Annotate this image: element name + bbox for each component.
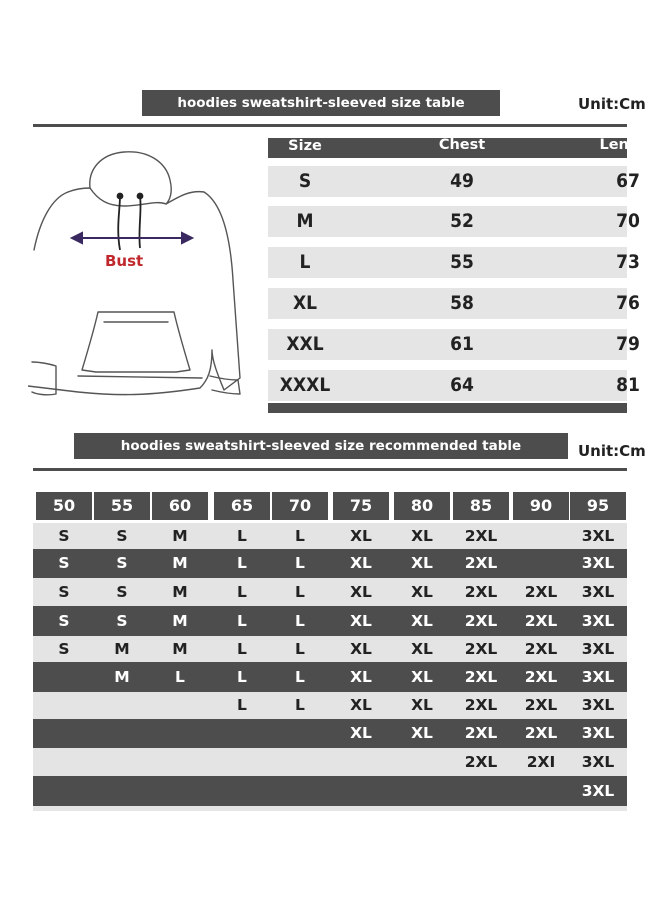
chest-cell: 49 <box>450 170 474 192</box>
recommended-header-cell: 65 <box>214 492 270 520</box>
recommended-row <box>33 549 627 578</box>
recommended-cell: L <box>295 612 305 630</box>
recommended-header-cell: 95 <box>570 492 626 520</box>
recommended-cell: L <box>295 527 305 545</box>
recommended-cell: 2XL <box>464 753 498 771</box>
recommended-cell: XL <box>350 583 372 601</box>
size-cell: L <box>299 251 311 273</box>
length-cell: 70 <box>616 210 640 232</box>
recommended-cell: 2XL <box>524 640 558 658</box>
recommended-cell: 2XL <box>464 696 498 714</box>
recommended-row <box>33 606 627 636</box>
size-table-header-length: Length <box>599 137 657 153</box>
length-cell: 73 <box>616 251 640 273</box>
recommended-cell: 3XL <box>581 782 615 800</box>
length-cell: 81 <box>616 374 640 396</box>
length-cell: 67 <box>616 170 640 192</box>
recommended-cell: M <box>172 612 188 630</box>
recommended-row <box>33 748 627 776</box>
recommended-cell: 2XL <box>464 527 498 545</box>
chest-cell: 55 <box>450 251 474 273</box>
hoodie-drawstrings <box>118 194 143 251</box>
recommended-cell: XL <box>411 612 433 630</box>
recommended-cell: M <box>114 668 130 686</box>
recommended-cell: M <box>114 640 130 658</box>
recommended-cell: XL <box>411 527 433 545</box>
recommended-cell: XL <box>350 668 372 686</box>
recommended-cell: 3XL <box>581 668 615 686</box>
recommended-cell: 2XL <box>464 668 498 686</box>
recommended-row <box>33 662 627 692</box>
size-cell: XL <box>292 292 318 314</box>
recommended-row <box>33 692 627 719</box>
recommended-table-divider <box>33 468 627 471</box>
size-table-unit: Unit:Cm <box>578 95 646 113</box>
hoodie-body <box>28 188 240 395</box>
recommended-cell: 2XL <box>464 554 498 572</box>
length-cell: 79 <box>616 333 640 355</box>
recommended-cell: XL <box>411 668 433 686</box>
size-table-row <box>268 166 640 197</box>
recommended-cell: M <box>172 554 188 572</box>
hoodie-pocket <box>82 312 190 372</box>
size-table-header-chest: Chest <box>438 137 486 153</box>
recommended-header-cell: 90 <box>513 492 569 520</box>
recommended-row <box>33 776 627 806</box>
recommended-cell: XL <box>411 724 433 742</box>
size-table-header-size: Size <box>288 138 322 154</box>
recommended-cell: S <box>58 554 70 572</box>
recommended-cell: 2XL <box>524 668 558 686</box>
recommended-cell: 2XL <box>524 724 558 742</box>
bust-measure-arrow <box>72 233 192 243</box>
recommended-table-unit: Unit:Cm <box>578 442 646 460</box>
recommended-cell: 3XL <box>581 640 615 658</box>
size-table-divider <box>33 124 627 127</box>
recommended-cell: 2XL <box>464 612 498 630</box>
recommended-cell: S <box>116 612 128 630</box>
recommended-cell: 2XL <box>464 583 498 601</box>
recommended-header-cell: 85 <box>453 492 509 520</box>
recommended-header-cell: 60 <box>152 492 208 520</box>
recommended-row <box>33 636 627 662</box>
hoodie-diagram <box>28 140 243 405</box>
recommended-cell: L <box>237 583 247 601</box>
hoodie-left-cuff <box>32 362 56 395</box>
recommended-cell: XL <box>350 612 372 630</box>
recommended-cell: M <box>172 583 188 601</box>
recommended-cell: M <box>172 527 188 545</box>
recommended-cell: L <box>295 554 305 572</box>
size-cell: M <box>296 210 314 232</box>
recommended-header-cell: 70 <box>272 492 328 520</box>
recommended-cell: S <box>116 583 128 601</box>
recommended-header-cell: 75 <box>333 492 389 520</box>
recommended-cell: S <box>58 640 70 658</box>
recommended-cell: XL <box>350 527 372 545</box>
hoodie-hood <box>90 152 171 204</box>
recommended-cell: L <box>237 612 247 630</box>
size-cell: XXL <box>286 333 324 355</box>
recommended-cell: L <box>295 668 305 686</box>
recommended-cell: 2XL <box>524 583 558 601</box>
recommended-cell: 2XL <box>464 724 498 742</box>
chest-cell: 61 <box>450 333 474 355</box>
recommended-cell: XL <box>411 640 433 658</box>
recommended-cell: L <box>237 527 247 545</box>
hoodie-right-cuff <box>210 376 240 394</box>
recommended-cell: XL <box>350 554 372 572</box>
recommended-table-bottom-band <box>33 806 627 811</box>
recommended-cell: S <box>58 527 70 545</box>
recommended-cell: S <box>116 554 128 572</box>
recommended-cell: XL <box>411 583 433 601</box>
recommended-cell: 2XL <box>464 640 498 658</box>
size-cell: XXXL <box>279 374 331 396</box>
recommended-cell: 3XL <box>581 696 615 714</box>
recommended-cell: L <box>175 668 185 686</box>
recommended-header-cell: 50 <box>36 492 92 520</box>
recommended-header-cell: 55 <box>94 492 150 520</box>
recommended-cell: XL <box>350 640 372 658</box>
size-table-row <box>268 329 640 360</box>
recommended-cell: XL <box>350 696 372 714</box>
recommended-cell: S <box>58 612 70 630</box>
recommended-cell: L <box>295 640 305 658</box>
chest-cell: 58 <box>450 292 474 314</box>
recommended-cell: L <box>237 554 247 572</box>
recommended-row <box>33 719 627 748</box>
recommended-cell: XL <box>350 724 372 742</box>
size-table-header <box>268 137 657 158</box>
size-table-row <box>268 247 640 278</box>
recommended-cell: 3XL <box>581 753 615 771</box>
recommended-cell: 3XL <box>581 583 615 601</box>
recommended-cell: XL <box>411 696 433 714</box>
chest-cell: 64 <box>450 374 474 396</box>
length-cell: 76 <box>616 292 640 314</box>
recommended-cell: 3XL <box>581 527 615 545</box>
recommended-header-cell: 80 <box>394 492 450 520</box>
size-table-footer-band <box>268 403 627 413</box>
recommended-cell: 2XI <box>526 753 556 771</box>
recommended-cell: L <box>237 668 247 686</box>
recommended-cell: 3XL <box>581 612 615 630</box>
recommended-cell: L <box>295 696 305 714</box>
recommended-cell: L <box>237 696 247 714</box>
recommended-table-title: hoodies sweatshirt-sleeved size recommended table <box>74 433 568 459</box>
recommended-cell: L <box>237 640 247 658</box>
recommended-cell: 3XL <box>581 724 615 742</box>
bust-label: Bust <box>105 252 144 270</box>
recommended-cell: M <box>172 640 188 658</box>
size-table-row <box>268 206 640 237</box>
recommended-cell: XL <box>411 554 433 572</box>
size-table-title: hoodies sweatshirt-sleeved size table <box>142 90 500 116</box>
recommended-cell: 3XL <box>581 554 615 572</box>
recommended-cell: 2XL <box>524 696 558 714</box>
recommended-cell: 2XL <box>524 612 558 630</box>
recommended-cell: S <box>58 583 70 601</box>
chest-cell: 52 <box>450 210 474 232</box>
recommended-cell: S <box>116 527 128 545</box>
size-cell: S <box>298 170 312 192</box>
recommended-cell: L <box>295 583 305 601</box>
recommended-row <box>33 578 627 606</box>
recommended-row <box>33 523 627 549</box>
size-table-row <box>268 370 640 401</box>
size-table-row <box>268 288 640 319</box>
